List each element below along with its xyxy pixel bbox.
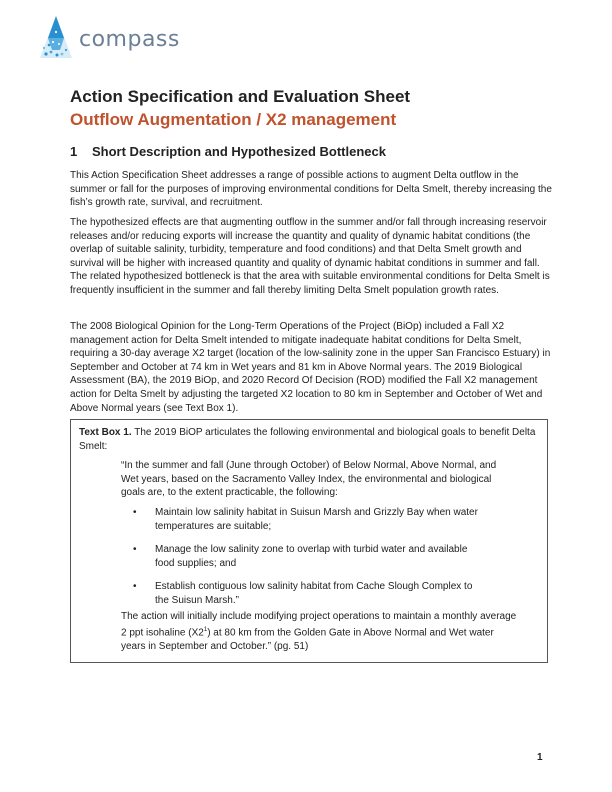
list-item-text: Establish contiguous low salinity habitat from Cache Slough Complex to the Suisun Marsh.” [155,581,473,606]
list-item-text: Manage the low salinity zone to overlap with turbid water and available food supplies; and [155,544,468,569]
section-title: Short Description and Hypothesized Bottleneck [92,144,386,159]
section-number: 1 [70,144,78,159]
logo-text: compass [79,27,180,52]
paragraph: This Action Specification Sheet addresses a range of possible actions to augment Delta outflow in the summer or fall for the purposes of improving environmental conditions for Delta Smelt, thereby increasing the fish’s growth rate, survival, and recruitment. [70,170,552,209]
bullet-icon: • [133,507,137,518]
list-item [121,506,481,533]
document-subtitle: Outflow Augmentation / X2 management [70,110,397,129]
text-box [70,419,548,663]
bullet-icon: • [133,544,137,556]
document-title: Action Specification and Evaluation Sheet [70,87,411,106]
list-item [121,580,481,607]
compass-triangle-logo-icon [38,14,74,60]
text-box-bullet-list [121,506,481,618]
paragraph: The 2008 Biological Opinion for the Long-Term Operations of the Project (BiOp) included a Fall X2 management action for Delta Smelt intended to mitigate inadequate habitat conditions for Delta Smelt, requiring a 30-day average X2 target (location of the low-salinity zone in the upper San Francisco Estuary) in September and October at 74 km in Wet years and 81 km in Above Normal years. The 2019 Biological Assessment (BA), the 2019 BiOp, and 2020 Record Of Decision (ROD) modified the Fall X2 management action for Delta Smelt by adjusting the targeted X2 location to 80 km in September and October of Wet and Above Normal years (see Text Box 1). [70,321,551,414]
page-number: 1 [537,752,543,763]
section-heading [70,144,386,159]
text-box-closing [121,610,521,653]
text-box-intro-text: The 2019 BiOP articulates the following environmental and biological goals to benefit Delta Smelt: [79,427,536,452]
text-box-label: Text Box 1. [79,427,132,438]
bullet-icon: • [133,581,137,593]
closing-text-a: The action will initially include modifying project operations to maintain a monthly average 2 ppt isohaline (X2 [121,611,517,638]
compass-logo [38,14,188,64]
text-box-quote: “In the summer and fall (June through October) of Below Normal, Above Normal, and Wet years, based on the Sacramento Valley Index, the environmental and biological goals are, to the extent practicable, the following: [121,460,497,499]
list-item-text: Maintain low salinity habitat in Suisun Marsh and Grizzly Bay when water temperatures are suitable; [155,507,478,532]
text-box-intro [79,426,539,453]
closing-text-b: ) at 80 km from the Golden Gate in Above Normal and Wet water years in September and October.” (pg. 51) [121,626,494,652]
list-item [121,543,481,570]
paragraph: The hypothesized effects are that augmenting outflow in the summer and/or fall through increasing reservoir releases and/or reducing exports will increase the quantity and quality of dynamic habitat conditions (the overlap of suitable salinity, turbidity, temperature and food conditions) and that Delta Smelt growth and survival will be higher with increased quantity and quality of dynamic habitat conditions in summer and fall. The related hypothesized bottleneck is that the area with suitable environmental conditions for Delta Smelt is frequently insufficient in the summer and fall thereby limiting Delta Smelt population growth rates. [70,217,550,296]
footnote-ref[interactable]: 1 [203,626,208,633]
